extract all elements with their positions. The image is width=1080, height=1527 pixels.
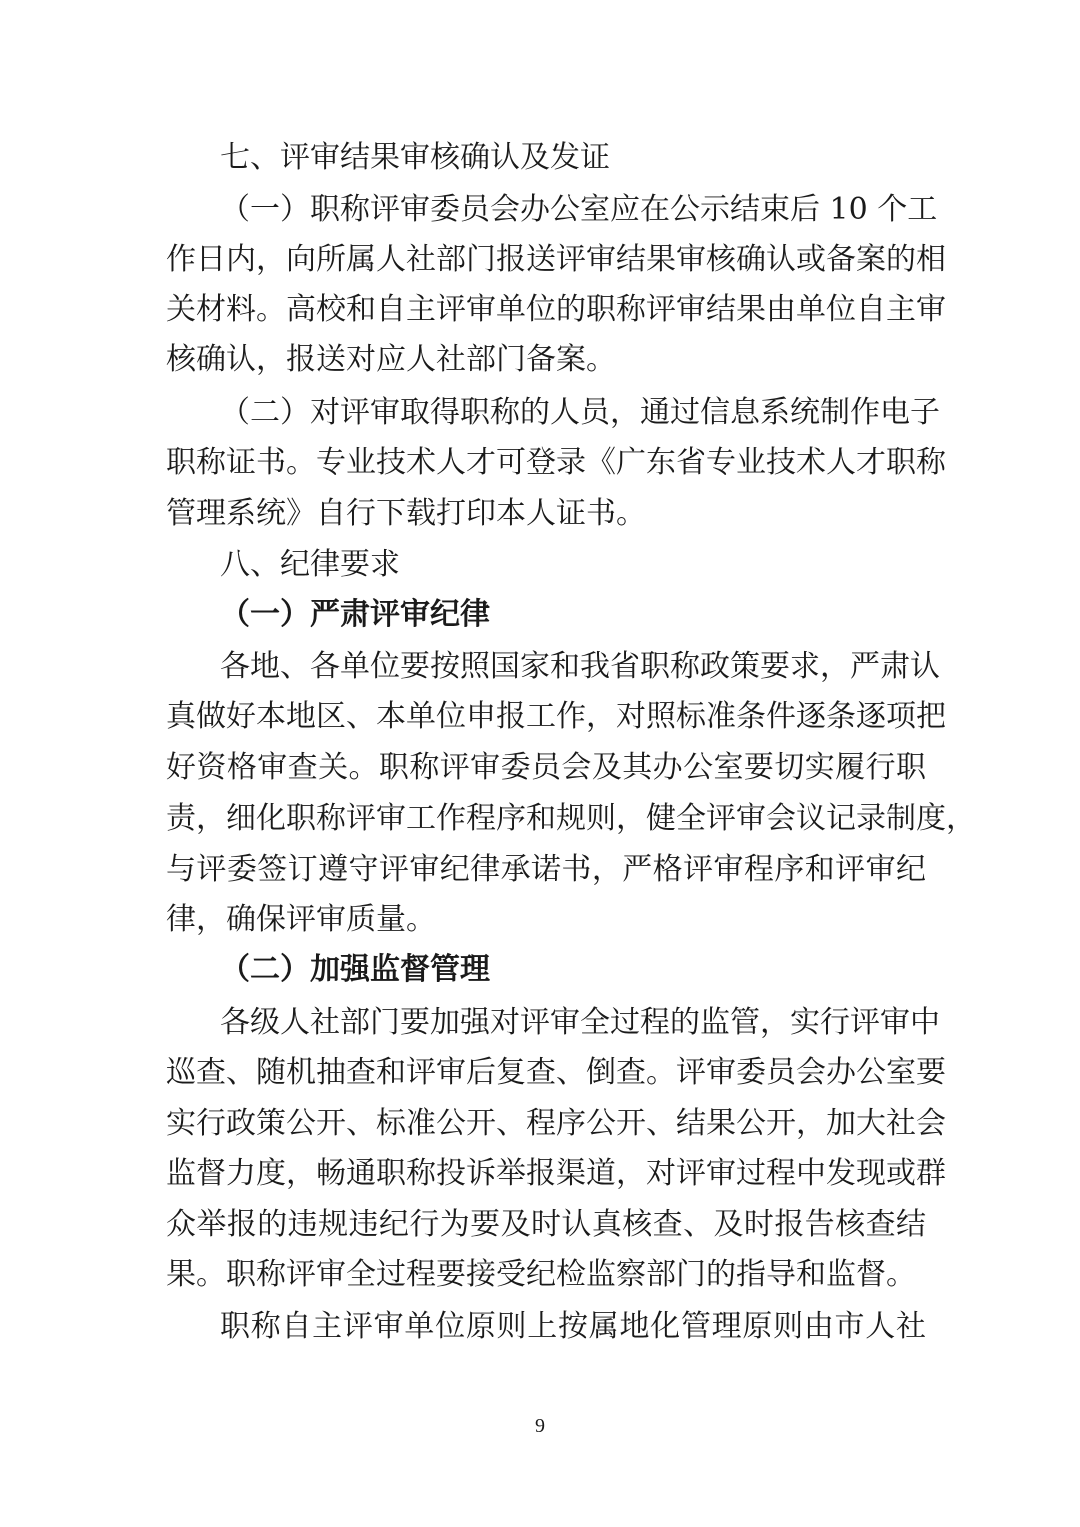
paragraph-line: 巡查、随机抽查和评审后复查、倒查。评审委员会办公室要: [166, 1055, 946, 1090]
paragraph-line: 律，确保评审质量。: [166, 902, 436, 937]
paragraph-line: 责，细化职称评审工作程序和规则，健全评审会议记录制度，: [166, 801, 976, 836]
paragraph-line: （一）职称评审委员会办公室应在公示结束后 10 个工: [220, 192, 938, 227]
paragraph-line: 关材料。高校和自主评审单位的职称评审结果由单位自主审: [166, 292, 946, 327]
page-number: 9: [535, 1415, 545, 1437]
paragraph-line: 职称自主评审单位原则上按属地化管理原则由市人社: [220, 1309, 926, 1344]
section-heading-7: 七、评审结果审核确认及发证: [220, 140, 610, 175]
paragraph-line: 与评委签订遵守评审纪律承诺书，严格评审程序和评审纪: [166, 852, 926, 887]
paragraph-line: 监督力度，畅通职称投诉举报渠道，对评审过程中发现或群: [166, 1156, 946, 1191]
section-heading-8: 八、纪律要求: [220, 547, 400, 582]
paragraph-line: 众举报的违规违纪行为要及时认真核查、及时报告核查结: [166, 1207, 926, 1242]
paragraph-line: 好资格审查关。职称评审委员会及其办公室要切实履行职: [166, 750, 926, 785]
paragraph-line: 实行政策公开、标准公开、程序公开、结果公开，加大社会: [166, 1106, 946, 1141]
subsection-heading-1: （一）严肃评审纪律: [220, 597, 490, 632]
paragraph-line: 作日内，向所属人社部门报送评审结果审核确认或备案的相: [166, 242, 946, 277]
paragraph-line: 核确认，报送对应人社部门备案。: [166, 342, 616, 377]
paragraph-line: 职称证书。专业技术人才可登录《广东省专业技术人才职称: [166, 445, 946, 480]
paragraph-line: （二）对评审取得职称的人员，通过信息系统制作电子: [220, 395, 940, 430]
paragraph-line: 真做好本地区、本单位申报工作，对照标准条件逐条逐项把: [166, 699, 946, 734]
paragraph-line: 果。职称评审全过程要接受纪检监察部门的指导和监督。: [166, 1257, 916, 1292]
paragraph-line: 各地、各单位要按照国家和我省职称政策要求，严肃认: [220, 649, 940, 684]
paragraph-line: 管理系统》自行下载打印本人证书。: [166, 496, 646, 531]
paragraph-line: 各级人社部门要加强对评审全过程的监管，实行评审中: [220, 1005, 940, 1040]
subsection-heading-2: （二）加强监督管理: [220, 952, 490, 987]
